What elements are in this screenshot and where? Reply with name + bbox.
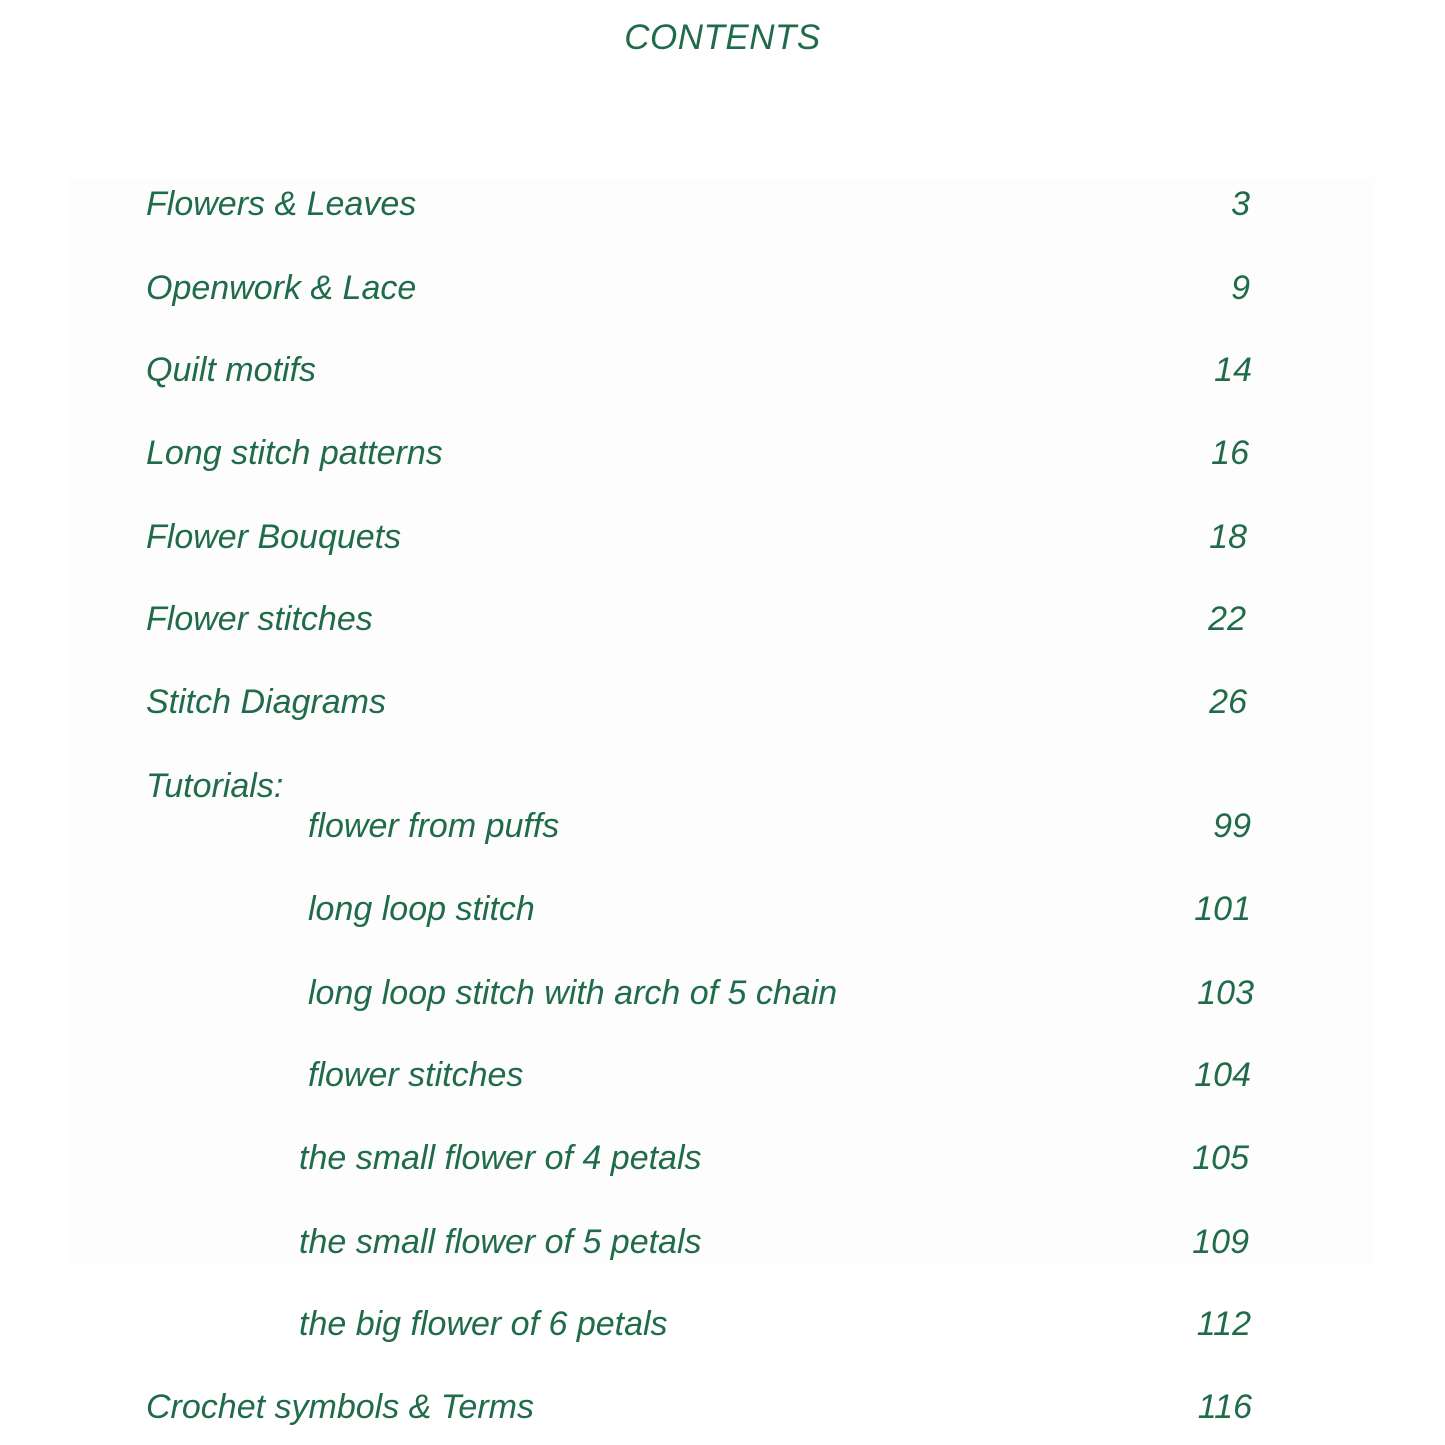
toc-tutorial-page-flower-stitches: 104 bbox=[1194, 1056, 1251, 1094]
toc-entry-page-flower-bouquets: 18 bbox=[1209, 518, 1247, 556]
toc-entry-label-flowers-leaves[interactable]: Flowers & Leaves bbox=[146, 185, 417, 223]
toc-tutorial-page-long-loop-stitch-arch: 103 bbox=[1197, 974, 1254, 1012]
toc-entry-page-quilt-motifs: 14 bbox=[1214, 351, 1252, 389]
toc-tutorial-label-long-loop-stitch[interactable]: long loop stitch bbox=[308, 890, 535, 928]
page-title: CONTENTS bbox=[624, 18, 821, 57]
toc-entry-label-quilt-motifs[interactable]: Quilt motifs bbox=[146, 351, 317, 389]
toc-entry-page-long-stitch-patterns: 16 bbox=[1211, 434, 1249, 472]
toc-tutorial-label-flower-stitches[interactable]: flower stitches bbox=[308, 1056, 524, 1094]
toc-entry-page-crochet-symbols-terms: 116 bbox=[1197, 1388, 1252, 1426]
toc-entry-label-stitch-diagrams[interactable]: Stitch Diagrams bbox=[146, 683, 386, 721]
toc-entry-label-crochet-symbols-terms[interactable]: Crochet symbols & Terms bbox=[146, 1388, 534, 1426]
toc-entry-label-flower-bouquets[interactable]: Flower Bouquets bbox=[146, 518, 402, 556]
toc-entry-page-openwork-lace: 9 bbox=[1231, 269, 1250, 307]
toc-tutorial-page-long-loop-stitch: 101 bbox=[1194, 890, 1251, 928]
toc-entry-label-openwork-lace[interactable]: Openwork & Lace bbox=[146, 269, 417, 307]
toc-entry-label-long-stitch-patterns[interactable]: Long stitch patterns bbox=[146, 434, 443, 472]
toc-entry-label-flower-stitches[interactable]: Flower stitches bbox=[146, 600, 373, 638]
toc-tutorial-label-small-flower-4[interactable]: the small flower of 4 petals bbox=[299, 1139, 702, 1177]
toc-entry-page-flowers-leaves: 3 bbox=[1231, 185, 1250, 223]
tutorials-heading: Tutorials: bbox=[146, 767, 284, 805]
toc-tutorial-page-flower-from-puffs: 99 bbox=[1213, 807, 1251, 845]
toc-tutorial-label-long-loop-stitch-arch[interactable]: long loop stitch with arch of 5 chain bbox=[308, 974, 838, 1012]
page-background bbox=[68, 178, 1374, 1264]
toc-tutorial-page-small-flower-4: 105 bbox=[1192, 1139, 1249, 1177]
toc-tutorial-label-flower-from-puffs[interactable]: flower from puffs bbox=[308, 807, 560, 845]
toc-tutorial-label-big-flower-6[interactable]: the big flower of 6 petals bbox=[299, 1305, 668, 1343]
toc-entry-page-flower-stitches: 22 bbox=[1208, 600, 1246, 638]
toc-tutorial-page-small-flower-5: 109 bbox=[1192, 1223, 1249, 1261]
toc-tutorial-label-small-flower-5[interactable]: the small flower of 5 petals bbox=[299, 1223, 702, 1261]
toc-tutorial-page-big-flower-6: 112 bbox=[1196, 1305, 1251, 1343]
toc-entry-page-stitch-diagrams: 26 bbox=[1209, 683, 1247, 721]
